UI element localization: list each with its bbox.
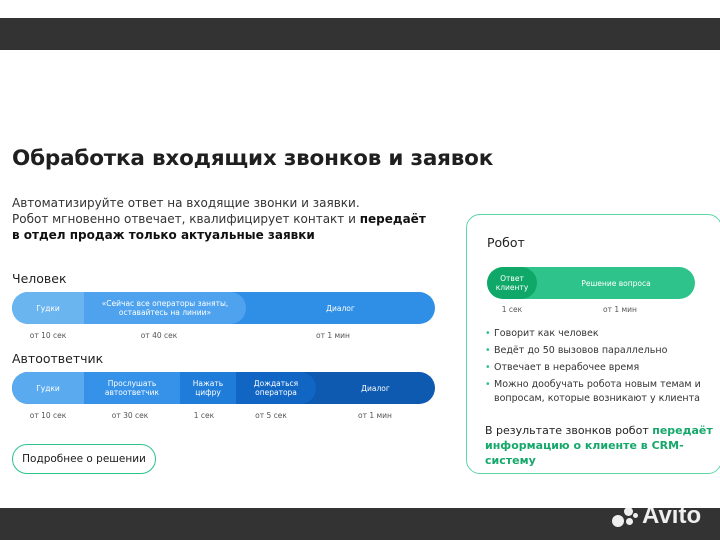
auto-duration-press: 1 сек — [193, 411, 215, 420]
description — [12, 195, 432, 243]
list-item: • Говорит как человек — [485, 327, 715, 341]
robot-duration-answer: 1 сек — [501, 305, 523, 314]
robot-duration-resolve: от 1 мин — [603, 305, 637, 314]
robot-result-text — [485, 423, 720, 468]
auto-segment-press-digit: Нажать цифру — [180, 372, 236, 404]
autoresponder-timeline-bar — [12, 372, 435, 404]
top-strip — [0, 0, 720, 18]
auto-duration-dialog: от 1 мин — [358, 411, 392, 420]
human-duration-beeps: от 10 сек — [29, 331, 67, 340]
list-item: • Можно дообучать робота новым темам и вопросам, которые возникают у клиента — [485, 378, 715, 406]
human-segment-beeps: Гудки — [12, 292, 84, 324]
robot-timeline-bar — [487, 267, 695, 299]
list-item: • Отвечает в нерабочее время — [485, 361, 715, 375]
robot-card-title: Робот — [487, 235, 525, 250]
auto-duration-listen: от 30 сек — [111, 411, 149, 420]
autoresponder-label: Автоответчик — [12, 351, 104, 366]
robot-segment-resolve: Решение вопроса — [581, 278, 651, 288]
page-title: Обработка входящих звонков и заявок — [12, 146, 494, 171]
result-plain: В результате звонков робот — [485, 424, 653, 437]
robot-segment-answer: Ответ клиенту — [487, 267, 537, 299]
human-duration-wait: от 40 сек — [140, 331, 178, 340]
header-band — [0, 18, 720, 50]
human-segment-wait-message: «Сейчас все операторы заняты, оставайтесь на линии» — [84, 292, 246, 324]
description-line-2: Робот мгновенно отвечает, квалифицирует контакт и — [12, 212, 360, 226]
human-timeline-bar — [12, 292, 435, 324]
human-segment-dialog: Диалог — [326, 303, 355, 313]
description-highlight-1: передаёт — [359, 212, 426, 226]
auto-segment-wait-operator: Дождаться оператора — [236, 372, 316, 404]
auto-duration-wait: от 5 сек — [255, 411, 287, 420]
avito-watermark — [612, 502, 701, 530]
human-duration-dialog: от 1 мин — [316, 331, 350, 340]
avito-wordmark: Avito — [642, 502, 702, 529]
list-item: • Ведёт до 50 вызовов параллельно — [485, 344, 715, 358]
auto-segment-dialog: Диалог — [361, 383, 390, 393]
description-line-1: Автоматизируйте ответ на входящие звонки и заявки. — [12, 196, 360, 210]
result-highlight: передаёт информацию о клиенте в CRM-систему — [485, 424, 713, 467]
human-label: Человек — [12, 271, 67, 286]
description-highlight-2: в отдел продаж только актуальные заявки — [12, 228, 315, 242]
more-about-solution-button[interactable]: Подробнее о решении — [12, 444, 156, 474]
auto-segment-beeps: Гудки — [12, 372, 84, 404]
robot-benefits-list — [485, 327, 715, 409]
avito-logo-icon — [612, 505, 640, 527]
robot-card — [466, 214, 720, 474]
auto-duration-beeps: от 10 сек — [29, 411, 67, 420]
auto-segment-listen: Прослушать автоответчик — [84, 372, 180, 404]
